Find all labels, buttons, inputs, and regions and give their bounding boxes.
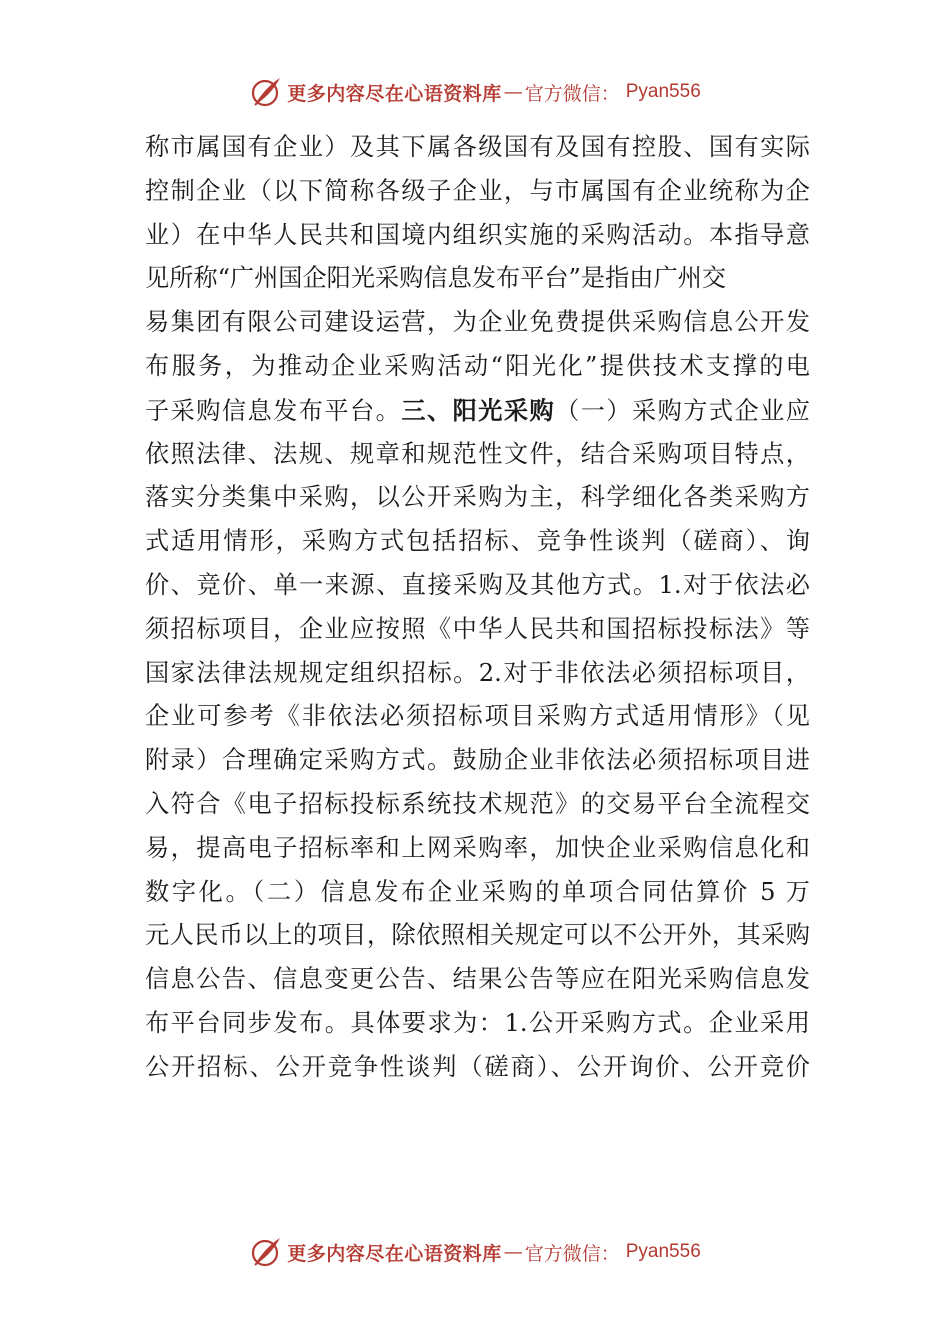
text-line: 易，提高电子招标率和上网采购率，加快企业采购信息化和 (145, 833, 810, 862)
text-line: 入符合《电子招标投标系统技术规范》的交易平台全流程交 (145, 789, 810, 818)
text-line: 布平台同步发布。具体要求为：1.公开采购方式。企业采用 (145, 1008, 810, 1037)
section-heading: 三、阳光采购 (401, 395, 556, 425)
text-line: 业）在中华人民共和国境内组织实施的采购活动。本指导意 (145, 220, 810, 249)
text-line: 元人民币以上的项目，除依照相关规定可以不公开外，其采购 (145, 921, 810, 950)
text-line: 数字化。（二）信息发布企业采购的单项合同估算价 5 万 (145, 877, 810, 906)
banner-dash: — (503, 81, 523, 103)
text-line: 国家法律法规规定组织招标。2.对于非依法必须招标项目， (145, 658, 810, 687)
text-line-with-heading (145, 389, 810, 433)
banner-wechat-label: 官方微信： (524, 82, 620, 105)
text-line: 控制企业（以下简称各级子企业，与市属国有企业统称为企 (145, 176, 810, 205)
text-line: 信息公告、信息变更公告、结果公告等应在阳光采购信息发 (145, 965, 810, 994)
banner-site-name: 更多内容尽在心语资料库 (287, 82, 502, 105)
text-line: 公开招标、公开竞争性谈判（磋商）、公开询价、公开竞价 (145, 1052, 810, 1081)
footer-banner (0, 1232, 950, 1272)
text-line: 布服务，为推动企业采购活动“阳光化”提供技术支撑的电 (145, 351, 810, 380)
text-segment: 子采购信息发布平台。 (145, 396, 402, 425)
text-line: 易集团有限公司建设运营，为企业免费提供采购信息公开发 (145, 308, 810, 337)
text-segment: （一）采购方式企业应 (555, 396, 810, 425)
text-line: 称市属国有企业）及其下属各级国有及国有控股、国有实际 (145, 133, 810, 161)
document-body (145, 126, 810, 1090)
banner-site-name: 更多内容尽在心语资料库 (287, 1242, 502, 1265)
text-line: 须招标项目，企业应按照《中华人民共和国招标投标法》等 (145, 614, 810, 643)
banner-wechat-id: Pyan556 (625, 81, 701, 102)
text-line: 价、竞价、单一来源、直接采购及其他方式。1.对于依法必 (145, 570, 810, 599)
text-line: 依照法律、法规、规章和规范性文件，结合采购项目特点， (145, 439, 810, 468)
text-line: 企业可参考《非依法必须招标项目采购方式适用情形》（见 (145, 702, 810, 731)
quill-pen-logo-icon (249, 1235, 283, 1269)
header-banner (0, 72, 950, 112)
text-line: 见所称“广州国企阳光采购信息发布平台”是指由广州交 (145, 264, 727, 293)
banner-wechat-label: 官方微信： (524, 1242, 620, 1265)
text-line: 式适用情形，采购方式包括招标、竞争性谈判（磋商）、询 (145, 527, 810, 556)
text-line: 附录）合理确定采购方式。鼓励企业非依法必须招标项目进 (145, 746, 810, 775)
banner-dash: — (503, 1241, 523, 1263)
quill-pen-logo-icon (249, 75, 283, 109)
banner-wechat-id: Pyan556 (625, 1241, 701, 1262)
text-line: 落实分类集中采购，以公开采购为主，科学细化各类采购方 (145, 483, 810, 512)
